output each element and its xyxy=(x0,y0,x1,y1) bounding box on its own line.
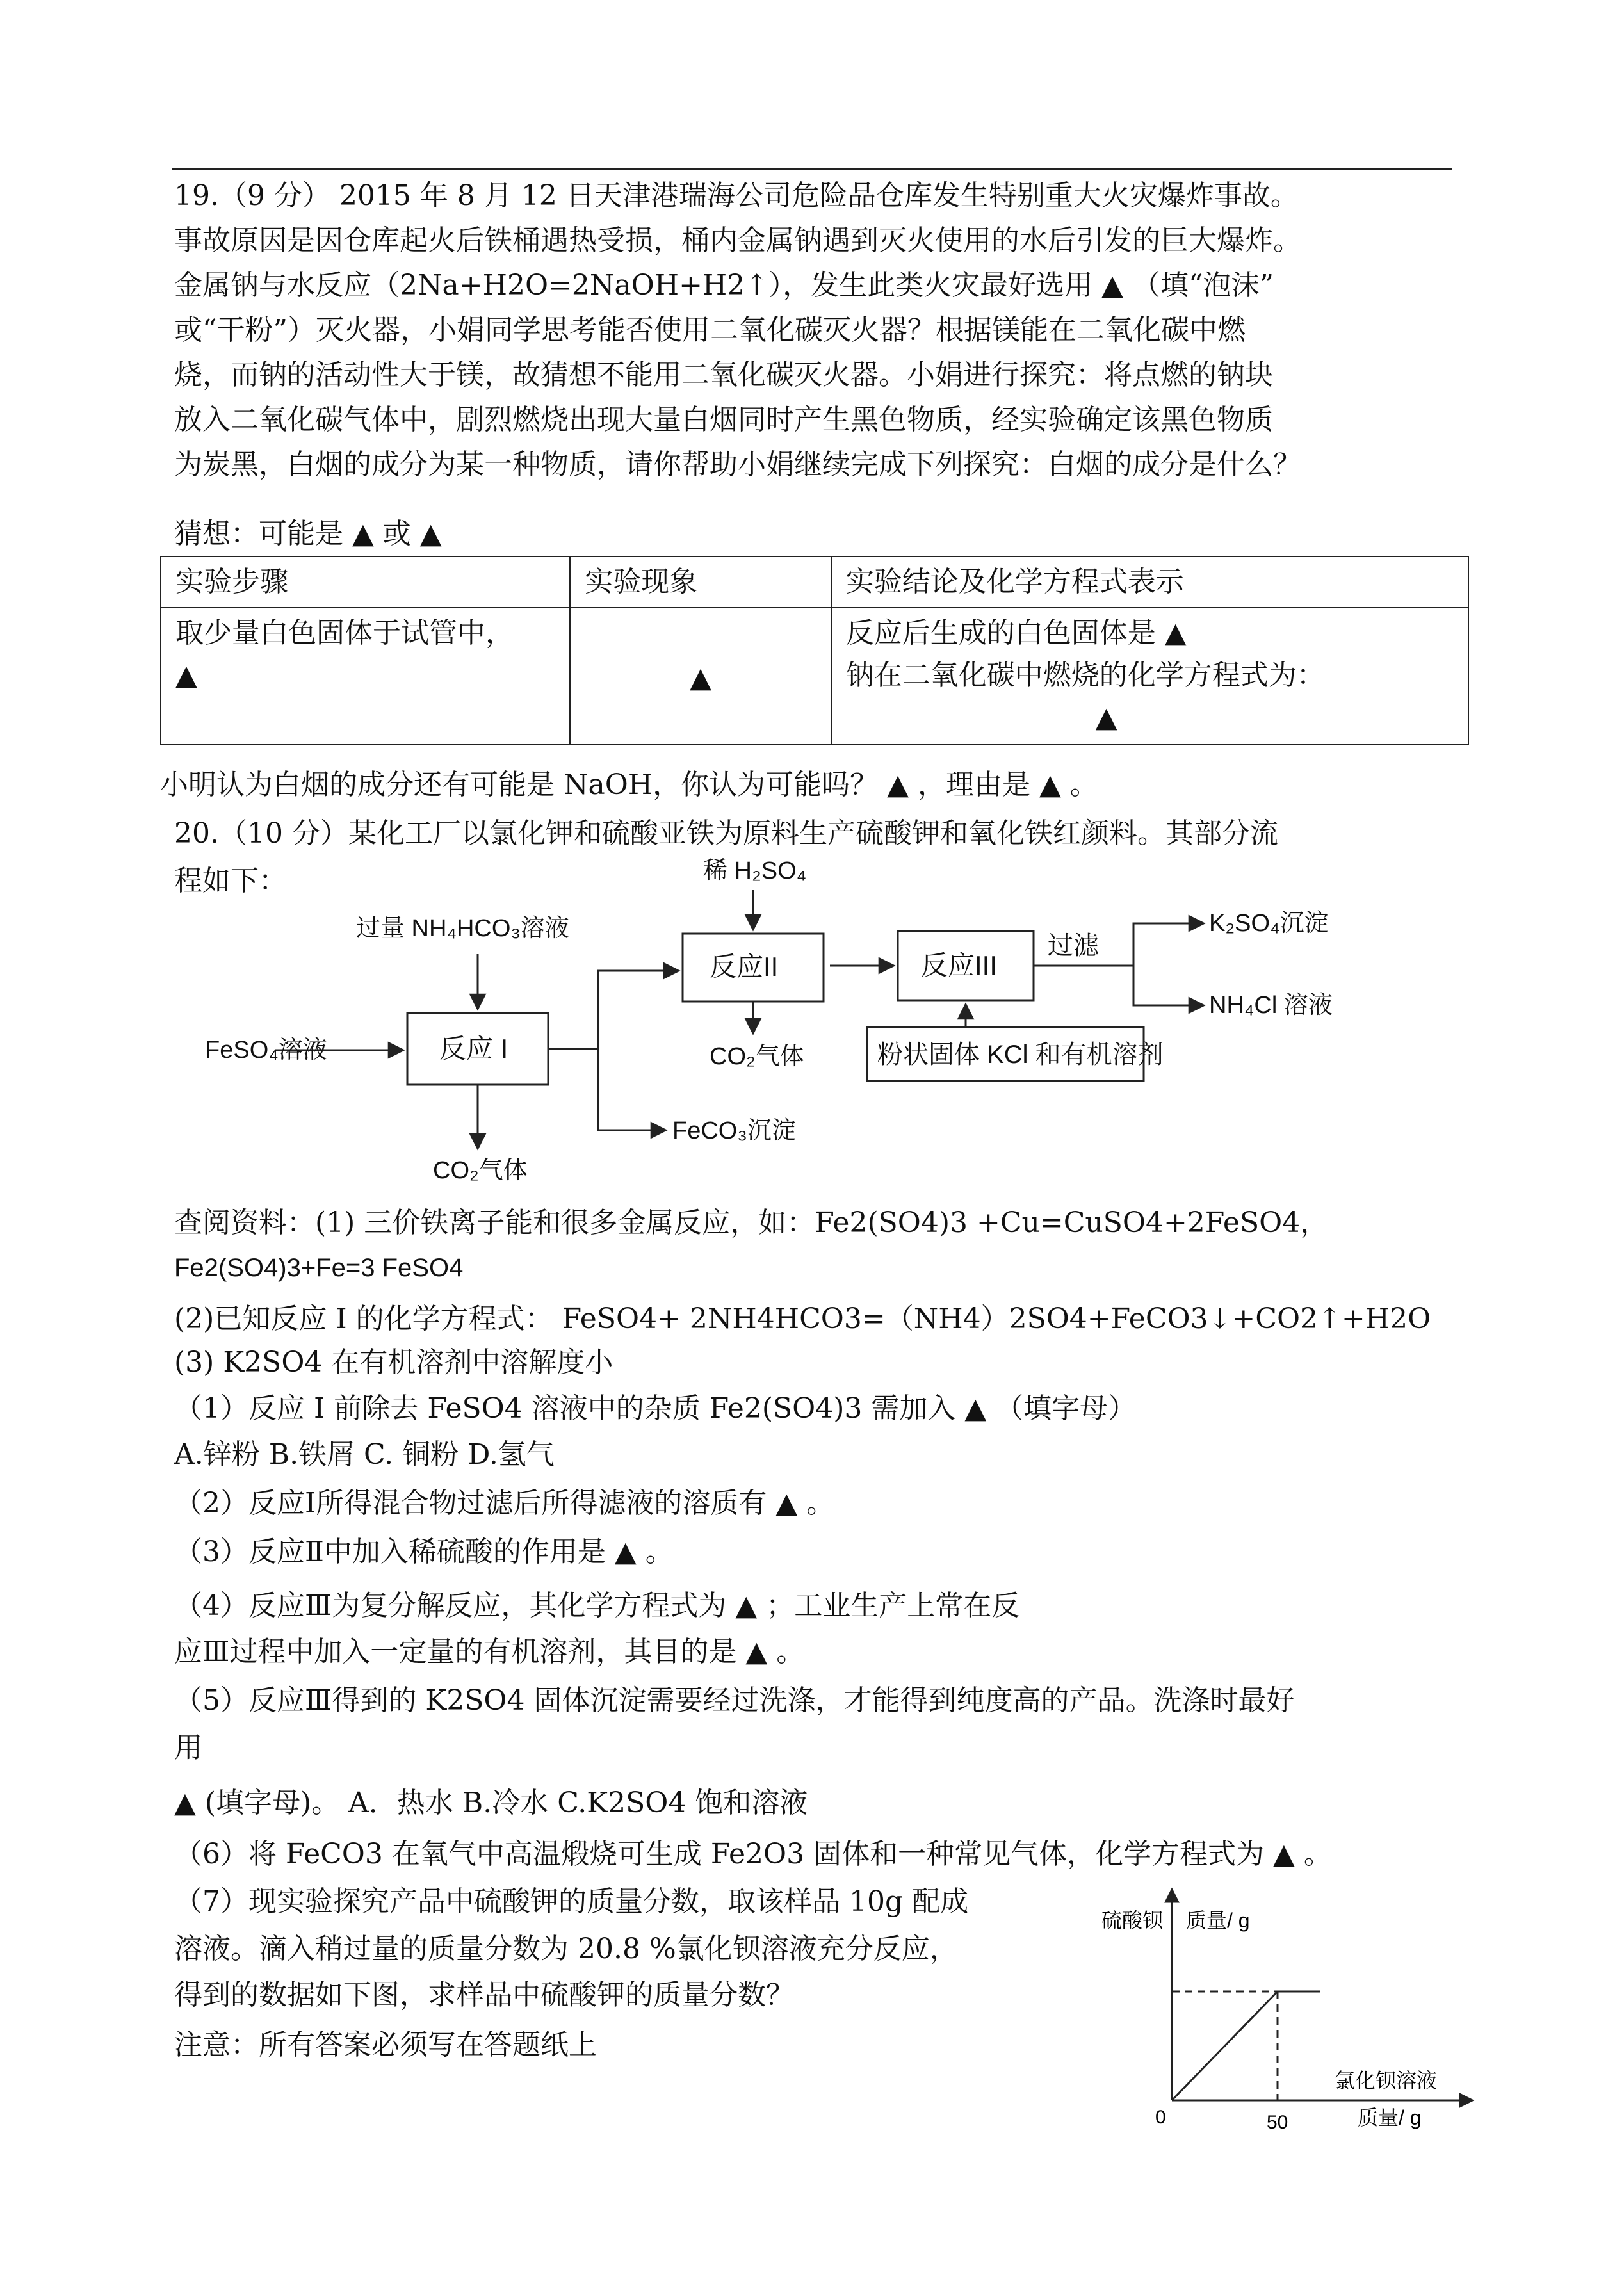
q19-guess: 猜想：可能是 ▲ 或 ▲ xyxy=(174,517,442,550)
answer-blank: ▲ xyxy=(1095,701,1117,734)
table-header-conclusion: 实验结论及化学方程式表示 xyxy=(831,556,1468,608)
barium-sulfate-mass-chart xyxy=(1089,1876,1498,2145)
to-reaction-2-arrow xyxy=(548,971,679,1049)
k2so4-out-arrow xyxy=(1133,923,1204,966)
excess-nh4hco3-label: 过量 NH₄HCO₃溶液 xyxy=(356,915,569,942)
sub-question-7a: （7）现实验探究产品中硫酸钾的质量分数，取该样品 10g 配成 xyxy=(174,1885,969,1918)
q19-line-3: 金属钠与水反应（2Na+H2O=2NaOH+H2↑），发生此类火灾最好选用 ▲ （填“泡沫” xyxy=(174,269,1274,302)
feso4-solution-label: FeSO₄溶液 xyxy=(205,1037,327,1064)
q20-line-2: 程如下： xyxy=(174,864,287,897)
sub-question-1: （1）反应 I 前除去 FeSO4 溶液中的杂质 Fe2(SO4)3 需加入 ▲ （填字母） xyxy=(174,1392,1137,1425)
reference-2: (2)已知反应 I 的化学方程式： FeSO4+ 2NH4HCO3=（NH4）2SO4+FeCO3↓+CO2↑+H2O xyxy=(174,1302,1431,1335)
origin-label: 0 xyxy=(1155,2107,1166,2128)
x-axis-label-1: 氯化钡溶液 xyxy=(1335,2069,1438,2092)
y-axis-label-1: 硫酸钡 xyxy=(1101,1909,1164,1932)
co2-gas-label-1: CO₂气体 xyxy=(433,1157,528,1184)
q19-followup: 小明认为白烟的成分还有可能是 NaOH，你认为可能吗？ ▲ ，理由是 ▲ 。 xyxy=(160,768,1098,801)
co2-gas-label-2: CO₂气体 xyxy=(710,1043,804,1070)
reaction-2-label: 反应II xyxy=(710,952,779,982)
sub-question-7b: 溶液。滴入稍过量的质量分数为 20.8 %氯化钡溶液充分反应， xyxy=(174,1933,958,1965)
nh4cl-out-arrow xyxy=(1133,966,1204,1005)
q19-line-4: 或“干粉”）灭火器，小娟同学思考能否使用二氧化碳灭火器？根据镁能在二氧化碳中燃 xyxy=(174,314,1246,346)
sub-question-4a: （4）反应Ⅲ为复分解反应，其化学方程式为 ▲ ；工业生产上常在反 xyxy=(174,1589,1020,1622)
feco3-out-arrow xyxy=(598,1049,666,1130)
sub-question-6: （6）将 FeCO3 在氧气中高温煅烧可生成 Fe2O3 固体和一种常见气体，化学方程式为 ▲ 。 xyxy=(174,1838,1332,1870)
q19-line-1: 19.（9 分） 2015 年 8 月 12 日天津港瑞海公司危险品仓库发生特别重大火灾爆炸事故。 xyxy=(174,179,1299,212)
sub-question-1-options: A.锌粉 B.铁屑 C. 铜粉 D.氢气 xyxy=(174,1438,555,1471)
reaction-3-label: 反应III xyxy=(921,950,998,980)
sub-question-5a: （5）反应Ⅲ得到的 K2SO4 固体沉淀需要经过洗涤，才能得到纯度高的产品。洗涤时最好 xyxy=(174,1684,1295,1717)
answer-blank: ▲ xyxy=(690,661,711,694)
reference-1: 查阅资料：(1) 三价铁离子能和很多金属反应，如：Fe2(SO4)3 +Cu=CuSO4+2FeSO4， xyxy=(174,1206,1329,1239)
sub-question-4b: 应Ⅲ过程中加入一定量的有机溶剂，其目的是 ▲ 。 xyxy=(174,1635,805,1668)
conclusion-text-2: 钠在二氧化碳中燃烧的化学方程式为： xyxy=(845,659,1325,692)
k2so4-precipitate-label: K₂SO₄沉淀 xyxy=(1209,910,1329,937)
y-axis-label-2: 质量/ g xyxy=(1186,1909,1250,1932)
q19-line-6: 放入二氧化碳气体中，剧烈燃烧出现大量白烟同时产生黑色物质，经实验确定该黑色物质 xyxy=(174,403,1273,436)
filter-label: 过滤 xyxy=(1048,932,1099,960)
sub-question-7c: 得到的数据如下图，求样品中硫酸钾的质量分数？ xyxy=(174,1979,794,2011)
feco3-precipitate-label: FeCO₃沉淀 xyxy=(672,1117,796,1144)
q19-line-2: 事故原因是因仓库起火后铁桶遇热受损，桶内金属钠遇到灭火使用的水后引发的巨大爆炸。 xyxy=(174,224,1301,257)
sub-question-3: （3）反应Ⅱ中加入稀硫酸的作用是 ▲ 。 xyxy=(174,1536,674,1568)
sub-question-5c: ▲ (填字母)。 A．热水 B.冷水 C.K2SO4 饱和溶液 xyxy=(174,1787,808,1819)
step-text: 取少量白色固体于试管中， xyxy=(175,617,514,649)
sub-question-5b: 用 xyxy=(174,1731,202,1764)
reference-1b: Fe2(SO4)3+Fe=3 FeSO4 xyxy=(174,1254,464,1282)
kcl-organic-solvent-label: 粉状固体 KCl 和有机溶剂 xyxy=(877,1041,1164,1069)
x-tick-50: 50 xyxy=(1267,2112,1288,2133)
q20-line-1: 20.（10 分）某化工厂以氯化钾和硫酸亚铁为原料生产硫酸钾和氧化铁红颜料。其部分流 xyxy=(174,817,1278,850)
q19-line-5: 烧，而钠的活动性大于镁，故猜想不能用二氧化碳灭火器。小娟进行探究：将点燃的钠块 xyxy=(174,359,1273,391)
x-axis-label-2: 质量/ g xyxy=(1358,2106,1422,2129)
answer-note: 注意：所有答案必须写在答题纸上 xyxy=(174,2029,597,2061)
answer-blank: ▲ xyxy=(175,659,197,692)
q19-line-7: 为炭黑，白烟的成分为某一种物质，请你帮助小娟继续完成下列探究：白烟的成分是什么？ xyxy=(174,448,1301,481)
table-header-step: 实验步骤 xyxy=(161,556,570,608)
sub-question-2: （2）反应Ⅰ所得混合物过滤后所得滤液的溶质有 ▲ 。 xyxy=(174,1487,835,1520)
reaction-1-label: 反应 I xyxy=(439,1034,508,1064)
table-header-phenomenon: 实验现象 xyxy=(570,556,831,608)
series-line xyxy=(1172,1991,1320,2100)
nh4cl-solution-label: NH₄Cl 溶液 xyxy=(1209,992,1333,1019)
reference-3: (3) K2SO4 在有机溶剂中溶解度小 xyxy=(174,1346,613,1379)
dilute-h2so4-label: 稀 H₂SO₄ xyxy=(703,857,807,884)
conclusion-text-1: 反应后生成的白色固体是 ▲ xyxy=(845,617,1187,649)
